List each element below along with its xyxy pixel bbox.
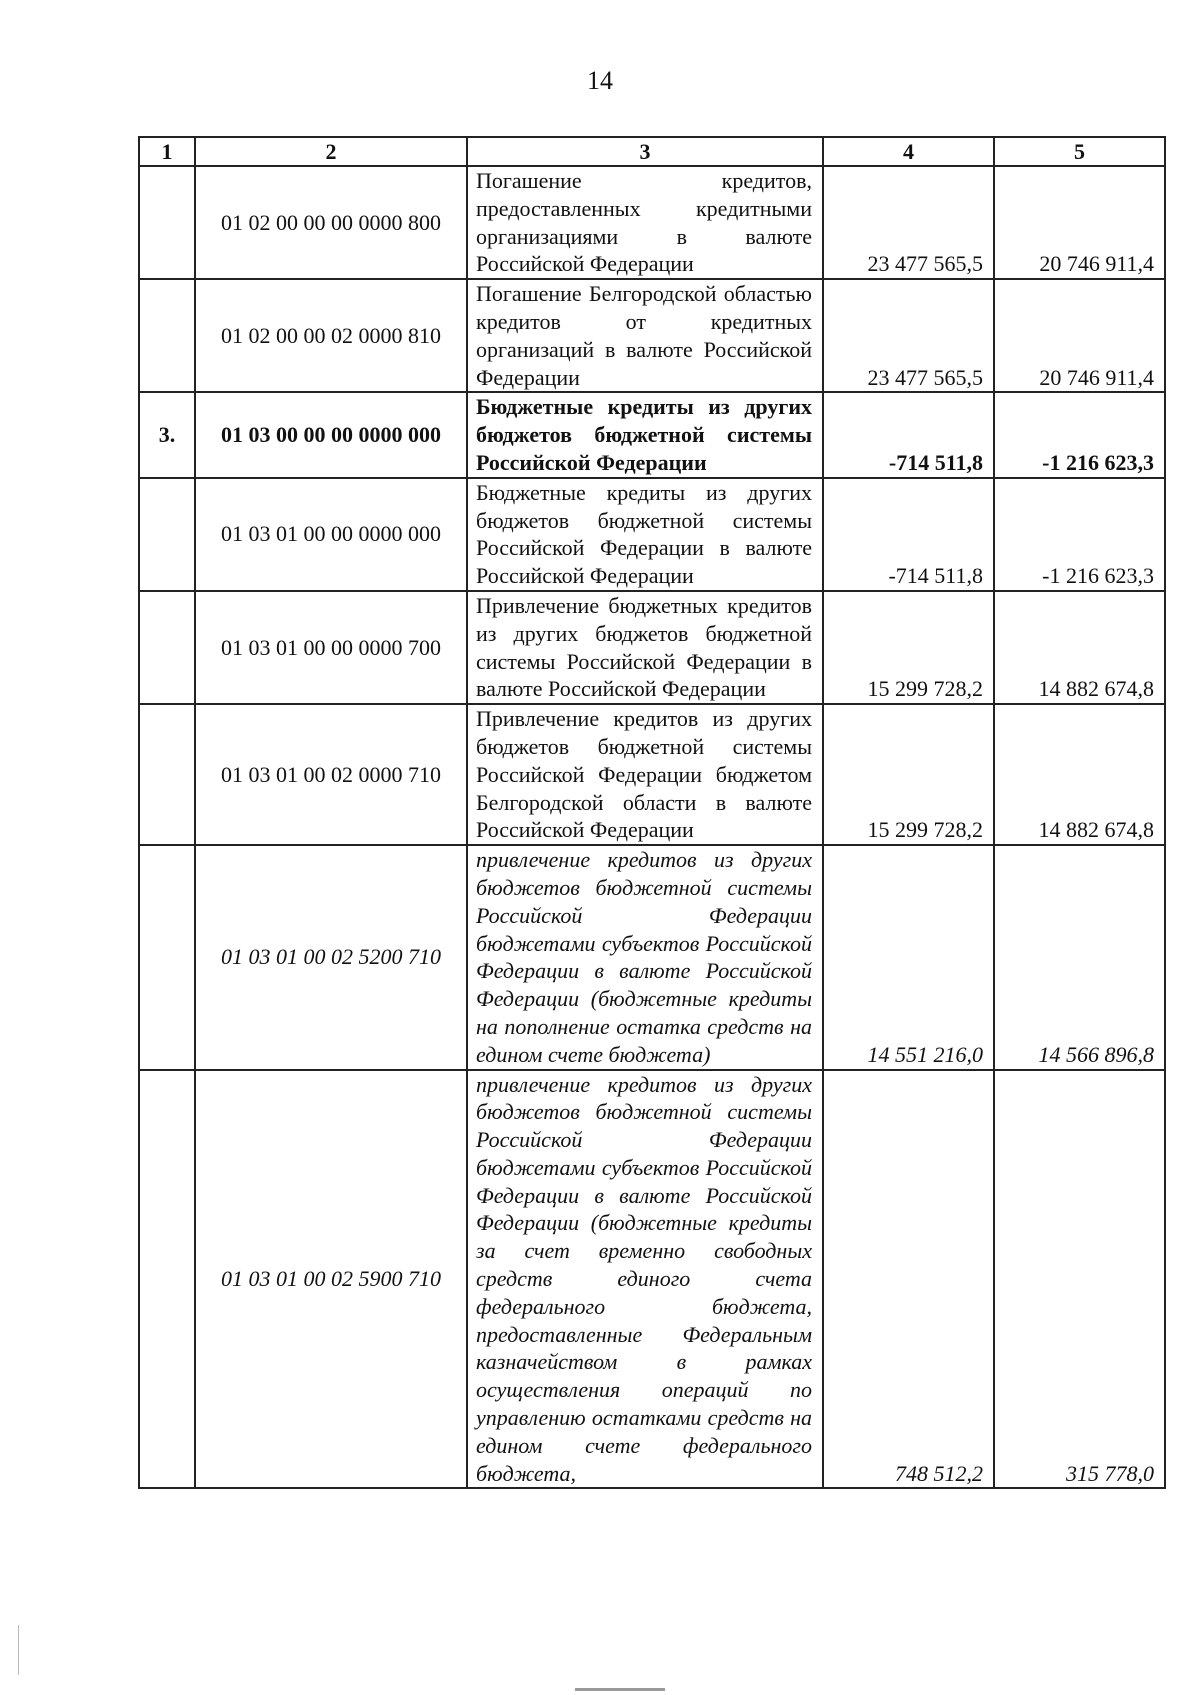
amount-col-4: -714 511,8 <box>823 478 994 591</box>
row-number <box>139 166 195 279</box>
budget-code: 01 03 00 00 00 0000 000 <box>195 392 467 477</box>
amount-col-5: -1 216 623,3 <box>994 478 1165 591</box>
source-name: Привлечение бюджетных кредитов из других бюджетов бюджетной системы Российской Федерации в валюте Российской Федерации <box>467 591 823 704</box>
row-number <box>139 591 195 704</box>
amount-col-4: -714 511,8 <box>823 392 994 477</box>
source-name: Погашение Белгородской областью кредитов от кредитных организаций в валюте Российской Федерации <box>467 279 823 392</box>
row-number <box>139 845 195 1069</box>
table-row <box>139 591 1165 704</box>
header-col-4: 4 <box>823 137 994 166</box>
source-name: Бюджетные кредиты из других бюджетов бюджетной системы Российской Федерации в валюте Российской Федерации <box>467 478 823 591</box>
row-number <box>139 279 195 392</box>
budget-sources-table <box>138 136 1166 1489</box>
budget-code: 01 03 01 00 02 5900 710 <box>195 1070 467 1489</box>
budget-code: 01 03 01 00 00 0000 700 <box>195 591 467 704</box>
row-number <box>139 478 195 591</box>
amount-col-4: 23 477 565,5 <box>823 166 994 279</box>
amount-col-4: 15 299 728,2 <box>823 591 994 704</box>
table-row <box>139 478 1165 591</box>
table-row-detail <box>139 845 1165 1069</box>
amount-col-5: 14 882 674,8 <box>994 704 1165 845</box>
amount-col-4: 14 551 216,0 <box>823 845 994 1069</box>
header-col-2: 2 <box>195 137 467 166</box>
source-name: привлечение кредитов из других бюджетов бюджетной системы Российской Федерации бюджетами субъектов Российской Федерации в валюте Российской Федерации (бюджетные кредиты за счет временно свободных средств единого счета федерального бюджета, предоставленные Федеральным казначейством в рамках осуществления операций по управлению остатками средств на едином счете федерального бюджета, <box>467 1070 823 1489</box>
table-row <box>139 166 1165 279</box>
budget-code: 01 02 00 00 02 0000 810 <box>195 279 467 392</box>
source-name: Бюджетные кредиты из других бюджетов бюджетной системы Российской Федерации <box>467 392 823 477</box>
source-name: Привлечение кредитов из других бюджетов бюджетной системы Российской Федерации бюджетом Белгородской области в валюте Российской Федерации <box>467 704 823 845</box>
amount-col-4: 15 299 728,2 <box>823 704 994 845</box>
page-number: 14 <box>587 66 613 95</box>
row-number <box>139 1070 195 1489</box>
scan-bottom-mark <box>575 1688 665 1691</box>
table-row <box>139 704 1165 845</box>
source-name: Погашение кредитов, предоставленных кредитными организациями в валюте Российской Федерации <box>467 166 823 279</box>
amount-col-4: 748 512,2 <box>823 1070 994 1489</box>
table-row-section <box>139 392 1165 477</box>
amount-col-5: 20 746 911,4 <box>994 279 1165 392</box>
row-number: 3. <box>139 392 195 477</box>
amount-col-5: 315 778,0 <box>994 1070 1165 1489</box>
budget-code: 01 03 01 00 00 0000 000 <box>195 478 467 591</box>
amount-col-5: 14 882 674,8 <box>994 591 1165 704</box>
header-col-5: 5 <box>994 137 1165 166</box>
budget-code: 01 02 00 00 00 0000 800 <box>195 166 467 279</box>
amount-col-5: -1 216 623,3 <box>994 392 1165 477</box>
scan-margin-line <box>18 1625 19 1675</box>
source-name: привлечение кредитов из других бюджетов бюджетной системы Российской Федерации бюджетами субъектов Российской Федерации в валюте Российской Федерации (бюджетные кредиты на пополнение остатка средств на едином счете бюджета) <box>467 845 823 1069</box>
header-col-1: 1 <box>139 137 195 166</box>
table-row <box>139 279 1165 392</box>
budget-code: 01 03 01 00 02 5200 710 <box>195 845 467 1069</box>
amount-col-5: 20 746 911,4 <box>994 166 1165 279</box>
table-header-row <box>139 137 1165 166</box>
amount-col-5: 14 566 896,8 <box>994 845 1165 1069</box>
table-row-detail <box>139 1070 1165 1489</box>
row-number <box>139 704 195 845</box>
budget-code: 01 03 01 00 02 0000 710 <box>195 704 467 845</box>
amount-col-4: 23 477 565,5 <box>823 279 994 392</box>
header-col-3: 3 <box>467 137 823 166</box>
